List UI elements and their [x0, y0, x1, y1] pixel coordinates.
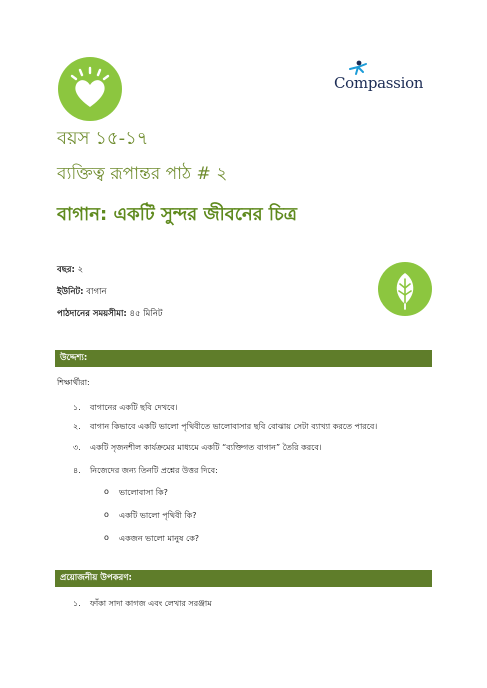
meta-value: বাগান	[83, 287, 107, 297]
meta-label: বছর:	[57, 265, 75, 275]
list-number: ৪.	[73, 466, 81, 475]
meta-unit	[57, 285, 107, 299]
leaf-badge-icon	[378, 262, 432, 316]
list-item: ফাঁকা সাদা কাগজ এবং লেখার সরঞ্জাম	[90, 599, 212, 608]
sub-list-item: একটি ভালো পৃথিবী কি?	[119, 511, 197, 520]
compassion-logo	[334, 62, 434, 96]
materials-header-bar: প্রয়োজনীয় উপকরণ:	[55, 570, 432, 587]
list-item: বাগান কিভাবে একটি ভালো পৃথিবীতে ভালোবাসার ছবি বোঝায় সেটা ব্যাখ্যা করতে পারবে।	[90, 422, 378, 431]
sub-list-item: একজন ভালো মানুষ কে?	[119, 534, 200, 543]
objectives-intro: শিক্ষার্থীরা:	[57, 378, 90, 387]
meta-value: ৪৫ মিনিট	[126, 309, 163, 319]
list-number: ৩.	[73, 443, 81, 452]
list-item: একটি সৃজনশীল কার্যক্রমের মাধ্যমে একটি “ব্যক্তিগত বাগান” তৈরি করবে।	[90, 443, 322, 452]
meta-duration	[57, 307, 163, 321]
meta-label: পাঠদানের সময়সীমা:	[57, 309, 127, 319]
lesson-number: ব্যক্তিত্ব রূপান্তর পাঠ # ২	[57, 164, 228, 184]
page-title: বাগান: একটি সুন্দর জীবনের চিত্র	[57, 204, 297, 225]
list-number: ১.	[73, 599, 81, 608]
meta-value: ২	[74, 265, 84, 275]
list-item: নিজেদের জন্য তিনটি প্রশ্নের উত্তর দিবে:	[90, 466, 218, 475]
meta-year	[57, 263, 83, 277]
meta-label: ইউনিট:	[57, 287, 84, 297]
heart-badge-icon	[58, 57, 122, 121]
list-number: ১.	[73, 403, 81, 412]
sub-list-item: ভালোবাসা কি?	[119, 488, 168, 497]
sub-bullet-icon: o	[104, 487, 109, 496]
list-number: ২.	[73, 422, 81, 431]
sub-bullet-icon: o	[104, 510, 109, 519]
logo-text: Compassion	[334, 74, 424, 92]
objectives-header-bar: উদ্দেশ্য:	[55, 350, 432, 367]
list-item: বাগানের একটি ছবি দেখবে।	[90, 403, 178, 412]
age-range: বয়স ১৫-১৭	[57, 128, 149, 149]
sub-bullet-icon: o	[104, 533, 109, 542]
